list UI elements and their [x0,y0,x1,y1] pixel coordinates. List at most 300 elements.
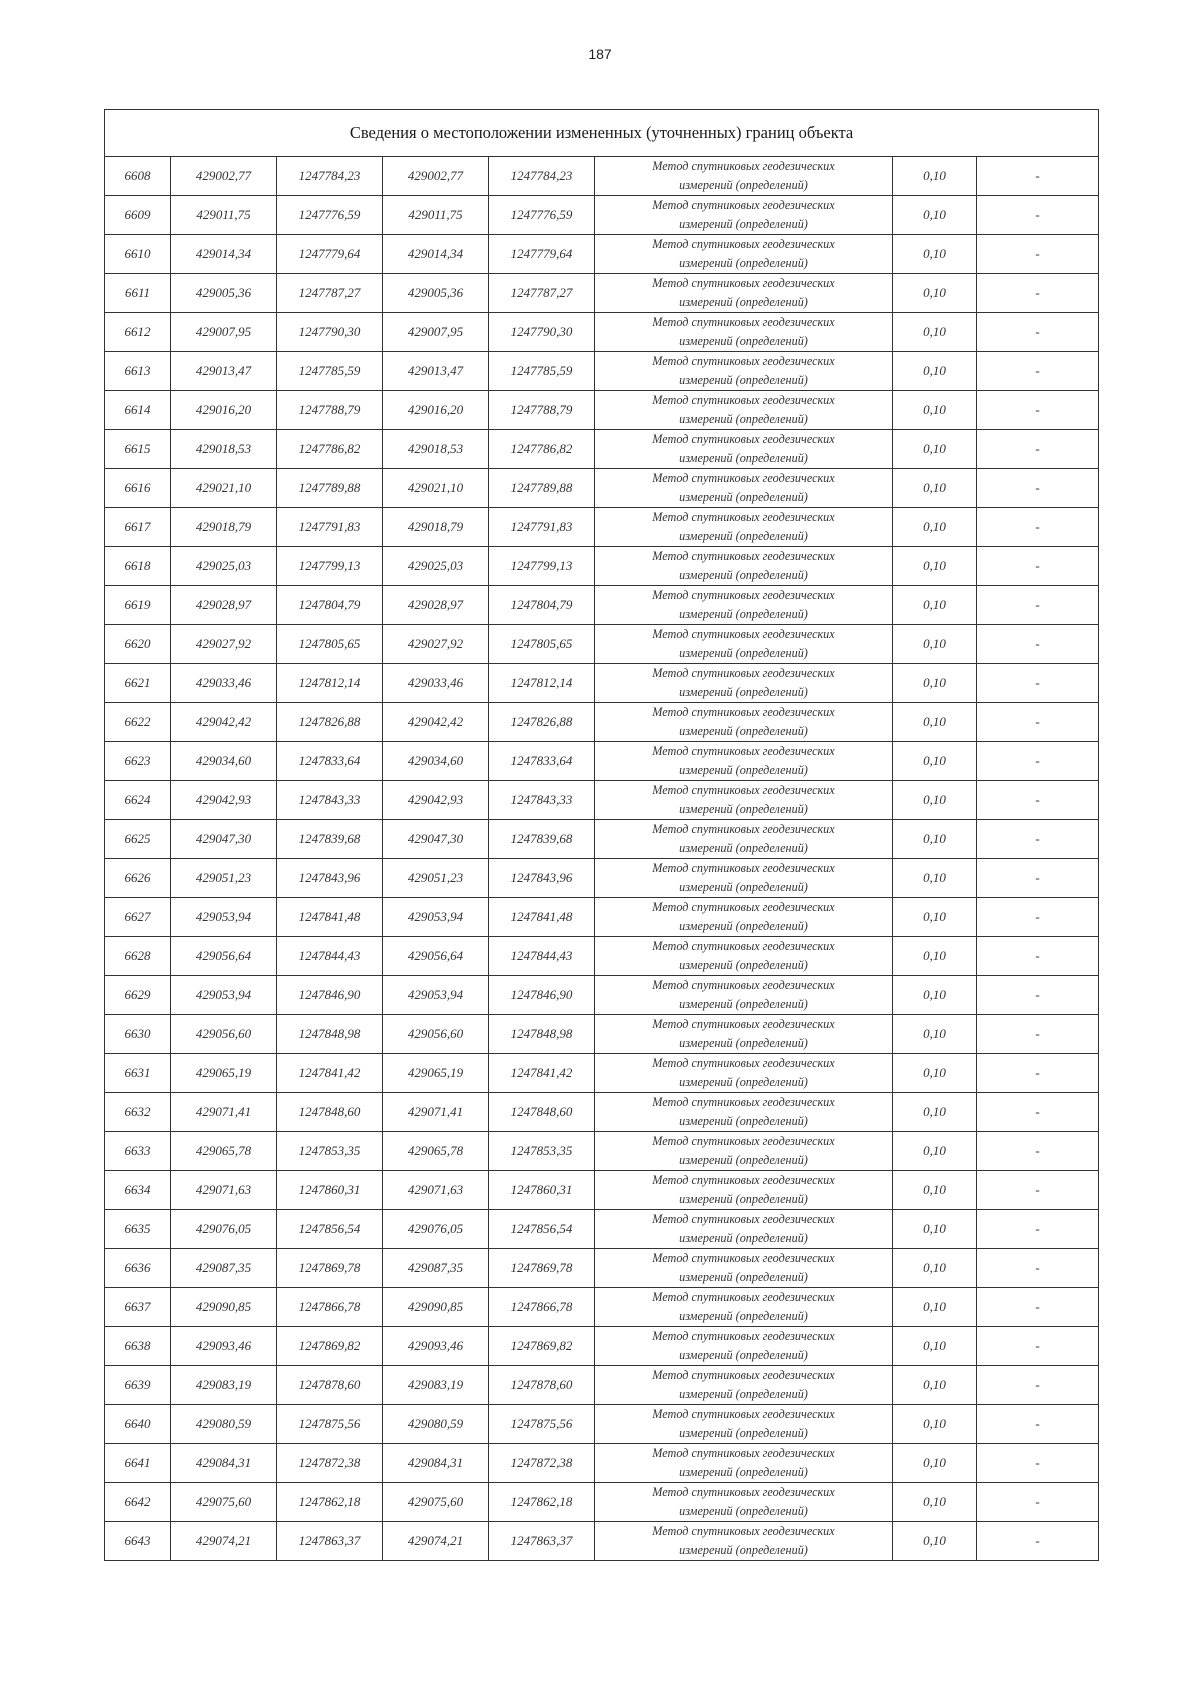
y-existing-cell: 1247878,60 [277,1366,383,1405]
method-cell [595,313,893,352]
description-cell: - [977,742,1099,781]
method-line-2: измерений (определений) [679,841,808,855]
description-cell: - [977,391,1099,430]
point-number-cell: 6616 [105,469,171,508]
x-new-cell: 429021,10 [383,469,489,508]
accuracy-cell: 0,10 [893,781,977,820]
y-new-cell: 1247787,27 [489,274,595,313]
y-existing-cell: 1247789,88 [277,469,383,508]
table-row [105,1327,1099,1366]
method-cell [595,1054,893,1093]
table-row [105,1093,1099,1132]
accuracy-cell: 0,10 [893,1522,977,1561]
table-title-row [105,110,1099,157]
method-cell [595,1288,893,1327]
method-line-2: измерений (определений) [679,919,808,933]
method-line-2: измерений (определений) [679,1153,808,1167]
method-line-1: Метод спутниковых геодезических [652,354,835,368]
y-new-cell: 1247789,88 [489,469,595,508]
method-line-1: Метод спутниковых геодезических [652,1290,835,1304]
description-cell: - [977,274,1099,313]
point-number-cell: 6620 [105,625,171,664]
method-line-2: измерений (определений) [679,763,808,777]
x-new-cell: 429056,60 [383,1015,489,1054]
table-row [105,898,1099,937]
accuracy-cell: 0,10 [893,1249,977,1288]
y-new-cell: 1247843,96 [489,859,595,898]
x-new-cell: 429083,19 [383,1366,489,1405]
method-line-2: измерений (определений) [679,451,808,465]
accuracy-cell: 0,10 [893,1015,977,1054]
boundary-coordinates-table [104,109,1099,1561]
point-number-cell: 6618 [105,547,171,586]
accuracy-cell: 0,10 [893,1132,977,1171]
method-line-2: измерений (определений) [679,607,808,621]
x-existing-cell: 429065,19 [171,1054,277,1093]
point-number-cell: 6635 [105,1210,171,1249]
table-row [105,235,1099,274]
description-cell: - [977,508,1099,547]
y-existing-cell: 1247869,82 [277,1327,383,1366]
table-row [105,586,1099,625]
method-line-2: измерений (определений) [679,724,808,738]
point-number-cell: 6640 [105,1405,171,1444]
method-cell [595,1366,893,1405]
method-cell [595,547,893,586]
method-cell [595,937,893,976]
description-cell: - [977,352,1099,391]
table-row [105,508,1099,547]
y-existing-cell: 1247853,35 [277,1132,383,1171]
y-existing-cell: 1247787,27 [277,274,383,313]
accuracy-cell: 0,10 [893,1288,977,1327]
y-new-cell: 1247844,43 [489,937,595,976]
method-line-1: Метод спутниковых геодезических [652,1251,835,1265]
x-new-cell: 429033,46 [383,664,489,703]
table-row [105,352,1099,391]
x-existing-cell: 429018,53 [171,430,277,469]
y-new-cell: 1247846,90 [489,976,595,1015]
x-existing-cell: 429071,41 [171,1093,277,1132]
accuracy-cell: 0,10 [893,937,977,976]
table-row [105,547,1099,586]
table-row [105,1132,1099,1171]
x-new-cell: 429018,53 [383,430,489,469]
description-cell: - [977,157,1099,196]
method-line-2: измерений (определений) [679,490,808,504]
accuracy-cell: 0,10 [893,235,977,274]
y-existing-cell: 1247872,38 [277,1444,383,1483]
y-new-cell: 1247784,23 [489,157,595,196]
y-existing-cell: 1247784,23 [277,157,383,196]
method-cell [595,430,893,469]
point-number-cell: 6638 [105,1327,171,1366]
method-line-1: Метод спутниковых геодезических [652,1485,835,1499]
accuracy-cell: 0,10 [893,1405,977,1444]
point-number-cell: 6627 [105,898,171,937]
method-cell [595,1327,893,1366]
y-new-cell: 1247853,35 [489,1132,595,1171]
x-existing-cell: 429007,95 [171,313,277,352]
method-cell [595,586,893,625]
x-new-cell: 429065,78 [383,1132,489,1171]
method-line-1: Метод спутниковых геодезических [652,939,835,953]
method-line-1: Метод спутниковых геодезических [652,1095,835,1109]
y-new-cell: 1247862,18 [489,1483,595,1522]
x-existing-cell: 429042,93 [171,781,277,820]
point-number-cell: 6642 [105,1483,171,1522]
method-line-2: измерений (определений) [679,1348,808,1362]
y-new-cell: 1247786,82 [489,430,595,469]
method-cell [595,391,893,430]
x-new-cell: 429025,03 [383,547,489,586]
method-line-1: Метод спутниковых геодезических [652,783,835,797]
x-new-cell: 429075,60 [383,1483,489,1522]
accuracy-cell: 0,10 [893,1327,977,1366]
x-new-cell: 429027,92 [383,625,489,664]
x-new-cell: 429084,31 [383,1444,489,1483]
method-line-1: Метод спутниковых геодезических [652,510,835,524]
method-cell [595,235,893,274]
x-existing-cell: 429056,64 [171,937,277,976]
description-cell: - [977,235,1099,274]
point-number-cell: 6634 [105,1171,171,1210]
method-line-1: Метод спутниковых геодезических [652,627,835,641]
x-existing-cell: 429042,42 [171,703,277,742]
table-row [105,274,1099,313]
x-existing-cell: 429018,79 [171,508,277,547]
x-existing-cell: 429080,59 [171,1405,277,1444]
method-cell [595,508,893,547]
method-line-1: Метод спутниковых геодезических [652,705,835,719]
y-existing-cell: 1247826,88 [277,703,383,742]
method-line-2: измерений (определений) [679,412,808,426]
method-line-2: измерений (определений) [679,1426,808,1440]
y-existing-cell: 1247799,13 [277,547,383,586]
x-new-cell: 429071,41 [383,1093,489,1132]
x-existing-cell: 429093,46 [171,1327,277,1366]
accuracy-cell: 0,10 [893,352,977,391]
y-new-cell: 1247866,78 [489,1288,595,1327]
method-cell [595,859,893,898]
x-new-cell: 429047,30 [383,820,489,859]
method-cell [595,274,893,313]
method-cell [595,742,893,781]
method-line-2: измерений (определений) [679,256,808,270]
method-line-1: Метод спутниковых геодезических [652,900,835,914]
x-existing-cell: 429013,47 [171,352,277,391]
y-existing-cell: 1247846,90 [277,976,383,1015]
x-existing-cell: 429090,85 [171,1288,277,1327]
method-line-2: измерений (определений) [679,685,808,699]
method-line-2: измерений (определений) [679,295,808,309]
y-new-cell: 1247863,37 [489,1522,595,1561]
point-number-cell: 6639 [105,1366,171,1405]
method-line-1: Метод спутниковых геодезических [652,1212,835,1226]
table-row [105,625,1099,664]
method-cell [595,625,893,664]
y-new-cell: 1247848,98 [489,1015,595,1054]
x-existing-cell: 429076,05 [171,1210,277,1249]
y-existing-cell: 1247843,33 [277,781,383,820]
point-number-cell: 6632 [105,1093,171,1132]
x-existing-cell: 429014,34 [171,235,277,274]
y-new-cell: 1247799,13 [489,547,595,586]
accuracy-cell: 0,10 [893,703,977,742]
description-cell: - [977,625,1099,664]
table-row [105,196,1099,235]
table-row [105,859,1099,898]
x-new-cell: 429074,21 [383,1522,489,1561]
x-new-cell: 429087,35 [383,1249,489,1288]
method-line-1: Метод спутниковых геодезических [652,588,835,602]
y-existing-cell: 1247804,79 [277,586,383,625]
point-number-cell: 6623 [105,742,171,781]
method-line-2: измерений (определений) [679,529,808,543]
x-new-cell: 429042,42 [383,703,489,742]
method-line-2: измерений (определений) [679,334,808,348]
x-existing-cell: 429047,30 [171,820,277,859]
page-number: 187 [588,46,612,62]
table-row [105,469,1099,508]
x-new-cell: 429053,94 [383,976,489,1015]
method-line-1: Метод спутниковых геодезических [652,978,835,992]
x-new-cell: 429028,97 [383,586,489,625]
y-new-cell: 1247878,60 [489,1366,595,1405]
accuracy-cell: 0,10 [893,1054,977,1093]
x-existing-cell: 429075,60 [171,1483,277,1522]
x-new-cell: 429005,36 [383,274,489,313]
accuracy-cell: 0,10 [893,1171,977,1210]
y-new-cell: 1247826,88 [489,703,595,742]
method-line-1: Метод спутниковых геодезических [652,666,835,680]
point-number-cell: 6615 [105,430,171,469]
method-cell [595,820,893,859]
table-row [105,781,1099,820]
method-line-1: Метод спутниковых геодезических [652,237,835,251]
y-existing-cell: 1247786,82 [277,430,383,469]
accuracy-cell: 0,10 [893,469,977,508]
method-cell [595,1132,893,1171]
x-existing-cell: 429083,19 [171,1366,277,1405]
table-title: Сведения о местоположении измененных (уточненных) границ объекта [105,110,1099,157]
description-cell: - [977,1249,1099,1288]
accuracy-cell: 0,10 [893,742,977,781]
accuracy-cell: 0,10 [893,430,977,469]
y-existing-cell: 1247841,48 [277,898,383,937]
method-line-1: Метод спутниковых геодезических [652,276,835,290]
x-existing-cell: 429087,35 [171,1249,277,1288]
description-cell: - [977,1210,1099,1249]
accuracy-cell: 0,10 [893,508,977,547]
accuracy-cell: 0,10 [893,313,977,352]
x-new-cell: 429007,95 [383,313,489,352]
x-new-cell: 429076,05 [383,1210,489,1249]
x-new-cell: 429002,77 [383,157,489,196]
method-line-1: Метод спутниковых геодезических [652,1368,835,1382]
y-existing-cell: 1247788,79 [277,391,383,430]
table-row [105,820,1099,859]
y-new-cell: 1247841,48 [489,898,595,937]
y-existing-cell: 1247848,98 [277,1015,383,1054]
description-cell: - [977,1015,1099,1054]
y-new-cell: 1247872,38 [489,1444,595,1483]
x-existing-cell: 429084,31 [171,1444,277,1483]
method-line-2: измерений (определений) [679,217,808,231]
x-new-cell: 429071,63 [383,1171,489,1210]
description-cell: - [977,703,1099,742]
method-line-1: Метод спутниковых геодезических [652,822,835,836]
y-existing-cell: 1247848,60 [277,1093,383,1132]
description-cell: - [977,1366,1099,1405]
method-line-2: измерений (определений) [679,1387,808,1401]
x-existing-cell: 429027,92 [171,625,277,664]
method-line-2: измерений (определений) [679,178,808,192]
accuracy-cell: 0,10 [893,1093,977,1132]
method-cell [595,1015,893,1054]
description-cell: - [977,196,1099,235]
y-existing-cell: 1247785,59 [277,352,383,391]
method-cell [595,1522,893,1561]
accuracy-cell: 0,10 [893,1210,977,1249]
table-row [105,1249,1099,1288]
description-cell: - [977,859,1099,898]
x-new-cell: 429018,79 [383,508,489,547]
table-row [105,1288,1099,1327]
point-number-cell: 6636 [105,1249,171,1288]
method-line-1: Метод спутниковых геодезических [652,861,835,875]
table-row [105,742,1099,781]
accuracy-cell: 0,10 [893,157,977,196]
point-number-cell: 6641 [105,1444,171,1483]
table-row [105,313,1099,352]
point-number-cell: 6611 [105,274,171,313]
method-line-2: измерений (определений) [679,1504,808,1518]
x-existing-cell: 429051,23 [171,859,277,898]
accuracy-cell: 0,10 [893,274,977,313]
method-line-2: измерений (определений) [679,1231,808,1245]
description-cell: - [977,820,1099,859]
method-line-2: измерений (определений) [679,958,808,972]
table-row [105,1171,1099,1210]
y-existing-cell: 1247779,64 [277,235,383,274]
y-new-cell: 1247788,79 [489,391,595,430]
x-existing-cell: 429021,10 [171,469,277,508]
point-number-cell: 6617 [105,508,171,547]
y-new-cell: 1247779,64 [489,235,595,274]
method-cell [595,781,893,820]
accuracy-cell: 0,10 [893,1366,977,1405]
description-cell: - [977,547,1099,586]
y-new-cell: 1247869,78 [489,1249,595,1288]
accuracy-cell: 0,10 [893,391,977,430]
x-existing-cell: 429028,97 [171,586,277,625]
y-existing-cell: 1247812,14 [277,664,383,703]
method-cell [595,1210,893,1249]
description-cell: - [977,1288,1099,1327]
point-number-cell: 6643 [105,1522,171,1561]
x-existing-cell: 429002,77 [171,157,277,196]
y-new-cell: 1247843,33 [489,781,595,820]
method-cell [595,1405,893,1444]
table-row [105,391,1099,430]
method-cell [595,664,893,703]
accuracy-cell: 0,10 [893,547,977,586]
table-row [105,703,1099,742]
point-number-cell: 6613 [105,352,171,391]
y-existing-cell: 1247790,30 [277,313,383,352]
x-existing-cell: 429065,78 [171,1132,277,1171]
method-line-1: Метод спутниковых геодезических [652,393,835,407]
method-line-2: измерений (определений) [679,568,808,582]
x-existing-cell: 429005,36 [171,274,277,313]
method-cell [595,352,893,391]
method-line-2: измерений (определений) [679,1270,808,1284]
x-existing-cell: 429016,20 [171,391,277,430]
method-line-1: Метод спутниковых геодезических [652,1017,835,1031]
y-new-cell: 1247839,68 [489,820,595,859]
method-line-1: Метод спутниковых геодезических [652,1173,835,1187]
description-cell: - [977,586,1099,625]
table-row [105,1210,1099,1249]
point-number-cell: 6622 [105,703,171,742]
method-line-2: измерений (определений) [679,1192,808,1206]
point-number-cell: 6629 [105,976,171,1015]
y-new-cell: 1247805,65 [489,625,595,664]
y-new-cell: 1247860,31 [489,1171,595,1210]
x-existing-cell: 429034,60 [171,742,277,781]
description-cell: - [977,1444,1099,1483]
point-number-cell: 6630 [105,1015,171,1054]
table-row [105,664,1099,703]
x-new-cell: 429013,47 [383,352,489,391]
method-line-1: Метод спутниковых геодезических [652,315,835,329]
method-line-1: Метод спутниковых геодезических [652,1524,835,1538]
accuracy-cell: 0,10 [893,625,977,664]
x-new-cell: 429016,20 [383,391,489,430]
x-new-cell: 429053,94 [383,898,489,937]
description-cell: - [977,469,1099,508]
table-row [105,1015,1099,1054]
description-cell: - [977,1054,1099,1093]
accuracy-cell: 0,10 [893,586,977,625]
method-cell [595,1483,893,1522]
x-new-cell: 429014,34 [383,235,489,274]
table-row [105,1483,1099,1522]
method-line-1: Метод спутниковых геодезических [652,471,835,485]
method-cell [595,1171,893,1210]
description-cell: - [977,313,1099,352]
method-line-1: Метод спутниковых геодезических [652,432,835,446]
point-number-cell: 6625 [105,820,171,859]
y-existing-cell: 1247833,64 [277,742,383,781]
accuracy-cell: 0,10 [893,859,977,898]
y-new-cell: 1247841,42 [489,1054,595,1093]
method-line-2: измерений (определений) [679,1075,808,1089]
method-line-2: измерений (определений) [679,646,808,660]
method-line-2: измерений (определений) [679,373,808,387]
y-new-cell: 1247875,56 [489,1405,595,1444]
method-cell [595,1093,893,1132]
x-new-cell: 429090,85 [383,1288,489,1327]
method-line-1: Метод спутниковых геодезических [652,1134,835,1148]
description-cell: - [977,976,1099,1015]
y-existing-cell: 1247791,83 [277,508,383,547]
y-existing-cell: 1247869,78 [277,1249,383,1288]
x-existing-cell: 429011,75 [171,196,277,235]
point-number-cell: 6631 [105,1054,171,1093]
description-cell: - [977,781,1099,820]
